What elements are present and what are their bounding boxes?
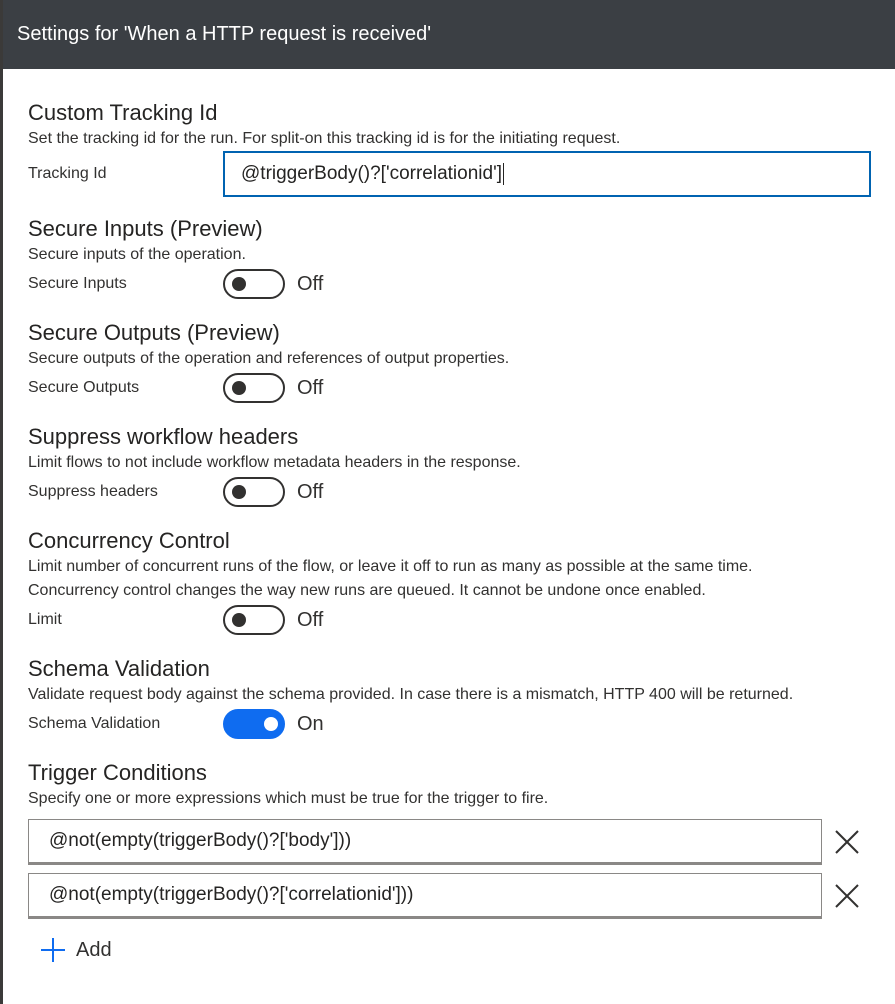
concurrency-limit-toggle[interactable] — [223, 605, 285, 635]
tracking-id-label: Tracking Id — [28, 165, 107, 182]
secure-inputs-section — [28, 215, 871, 301]
secure-outputs-title: Secure Outputs (Preview) — [28, 320, 280, 345]
remove-condition-button[interactable] — [824, 819, 870, 865]
concurrency-limit-state: Off — [297, 608, 324, 631]
concurrency-description-1: Limit number of concurrent runs of the flow, or leave it off to run as many as possible at the same time. — [28, 558, 753, 575]
tracking-id-value: @triggerBody()?['correlationid'] — [241, 163, 502, 184]
text-caret — [503, 163, 504, 185]
secure-outputs-state: Off — [297, 376, 324, 399]
add-condition-label: Add — [76, 938, 112, 961]
close-icon — [834, 883, 860, 909]
secure-outputs-section — [28, 319, 871, 405]
secure-inputs-state: Off — [297, 272, 324, 295]
tracking-title: Custom Tracking Id — [28, 100, 218, 125]
schema-section — [28, 655, 871, 741]
concurrency-section — [28, 527, 871, 637]
suppress-headers-state: Off — [297, 480, 324, 503]
secure-outputs-toggle[interactable] — [223, 373, 285, 403]
plus-icon — [40, 937, 66, 963]
remove-condition-button[interactable] — [824, 873, 870, 919]
panel-title: Settings for 'When a HTTP request is received' — [17, 23, 432, 45]
schema-validation-state: On — [297, 712, 324, 735]
tracking-description: Set the tracking id for the run. For split-on this tracking id is for the initiating request. — [28, 130, 621, 147]
suppress-headers-section — [28, 423, 871, 509]
toggle-knob — [232, 485, 246, 499]
suppress-headers-title: Suppress workflow headers — [28, 424, 299, 449]
secure-inputs-description: Secure inputs of the operation. — [28, 246, 246, 263]
secure-inputs-toggle[interactable] — [223, 269, 285, 299]
toggle-knob — [232, 381, 246, 395]
secure-outputs-label: Secure Outputs — [28, 379, 140, 396]
trigger-conditions-section — [28, 759, 871, 963]
trigger-conditions-description: Specify one or more expressions which must be true for the trigger to fire. — [28, 790, 549, 807]
trigger-condition-row — [28, 819, 871, 865]
trigger-condition-input[interactable]: @not(empty(triggerBody()?['correlationid'])) — [28, 873, 822, 919]
concurrency-title: Concurrency Control — [28, 528, 230, 553]
secure-inputs-title: Secure Inputs (Preview) — [28, 216, 263, 241]
schema-validation-label: Schema Validation — [28, 715, 161, 732]
trigger-condition-input[interactable]: @not(empty(triggerBody()?['body'])) — [28, 819, 822, 865]
suppress-headers-toggle[interactable] — [223, 477, 285, 507]
secure-inputs-label: Secure Inputs — [28, 275, 127, 292]
secure-outputs-description: Secure outputs of the operation and references of output properties. — [28, 350, 510, 367]
tracking-section — [28, 99, 871, 197]
concurrency-limit-label: Limit — [28, 611, 62, 628]
settings-content — [3, 69, 895, 963]
toggle-knob — [264, 717, 278, 731]
trigger-condition-row — [28, 873, 871, 919]
close-icon — [834, 829, 860, 855]
toggle-knob — [232, 613, 246, 627]
schema-description: Validate request body against the schema provided. In case there is a mismatch, HTTP 400 will be returned. — [28, 686, 794, 703]
panel-header — [3, 0, 895, 69]
tracking-id-input[interactable] — [223, 151, 871, 197]
schema-validation-toggle[interactable] — [223, 709, 285, 739]
toggle-knob — [232, 277, 246, 291]
concurrency-description-2: Concurrency control changes the way new runs are queued. It cannot be undone once enabled. — [28, 582, 706, 599]
trigger-conditions-title: Trigger Conditions — [28, 760, 207, 785]
suppress-headers-description: Limit flows to not include workflow metadata headers in the response. — [28, 454, 521, 471]
add-condition-button[interactable] — [40, 937, 871, 963]
suppress-headers-label: Suppress headers — [28, 483, 158, 500]
schema-title: Schema Validation — [28, 656, 210, 681]
